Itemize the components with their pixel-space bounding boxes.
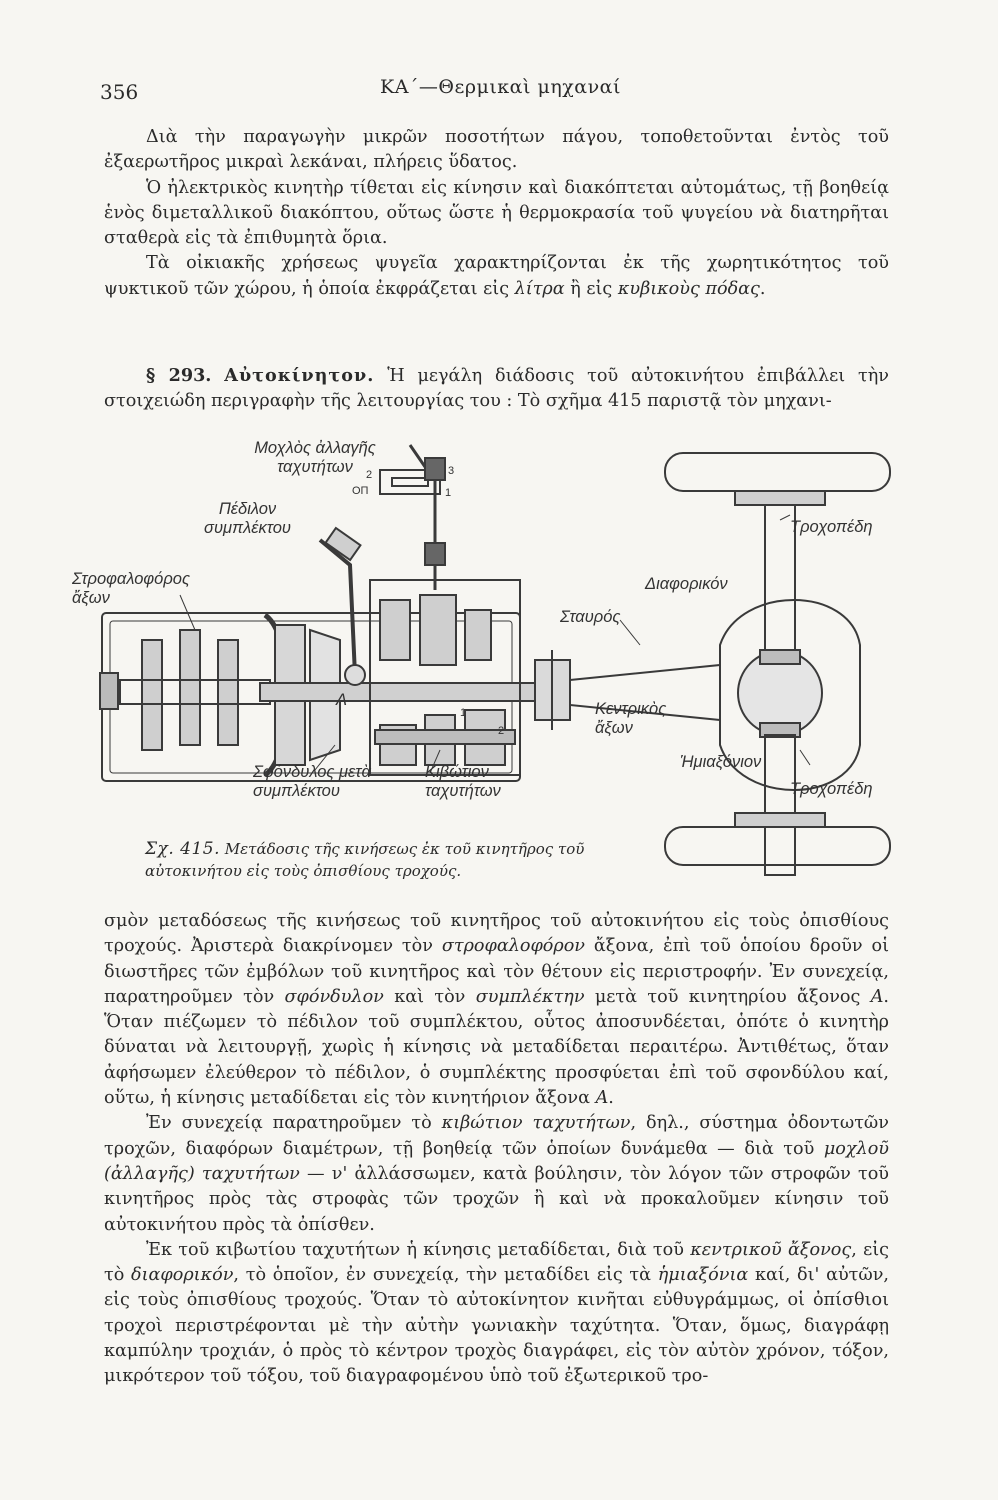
intro-p3-litra: λίτρα xyxy=(514,278,565,299)
caption-text: Μετάδοσις τῆς κινήσεως ἐκ τοῦ κινητῆρος τοῦ αὐτοκινήτου εἰς τοὺς ὀπισθίους τροχούς. xyxy=(145,840,585,880)
body-p1-segment: σφόνδυλον xyxy=(284,986,384,1007)
label-shaft-a: A xyxy=(336,691,348,709)
page-number: 356 xyxy=(100,80,139,104)
body-p1-segment: Α xyxy=(595,1088,609,1109)
body-p1-segment: ἄξονα, ἐπὶ τοῦ ὁποίου δροῦν οἱ διωστῆρες τῶν ἐμβόλων τοῦ κινητῆρος καὶ τὸν θέτουν εἰς περιστροφήν. Ἐν συνεχείᾳ, παρατηροῦμεν τὸν xyxy=(104,936,889,1007)
intro-paragraph-3 xyxy=(104,251,889,302)
intro-paragraph-1: Διὰ τὴν παραγωγὴν μικρῶν ποσοτήτων πάγου, τοποθετοῦνται ἐντὸς τοῦ ἐξαερωτῆρος μικραὶ λεκάναι, πλήρεις ὕδατος. xyxy=(104,127,889,173)
body-paragraph-3 xyxy=(104,1238,889,1390)
body-p3-segment: κεντρικοῦ ἄξονος xyxy=(690,1239,852,1260)
body-p3-segment: Ἐκ τοῦ κιβωτίου ταχυτήτων ἡ κίνησις μεταδίδεται, διὰ τοῦ xyxy=(146,1239,691,1260)
body-p1-segment: . Ὅταν πιέζωμεν τὸ πέδιλον τοῦ συμπλέκτου, οὗτος ἀποσυνδέεται, ὁπότε ὁ κινητὴρ δύναται νὰ λειτουργῇ, χωρὶς ἡ κίνησις νὰ μεταδίδεται περαιτέρω. Ἀντιθέτως, ὅταν ἀφήσωμεν ἐλεύθερον τὸ πέδιλον, ὁ συμπλέκτης προσφύεται ἐπὶ τοῦ σφονδύλου καί, οὕτω, ἡ κίνησις μεταδίδεται εἰς τὸν κινητήριον ἄξονα xyxy=(104,986,889,1109)
body-p3-segment: , εἰς τὸ xyxy=(104,1239,889,1286)
label-half-shaft: Ἡμιαξόνιον xyxy=(680,753,762,771)
body-p1-segment: μετὰ τοῦ κινητηρίου ἄξονος xyxy=(584,986,871,1007)
body-p1-segment: καὶ τὸν xyxy=(383,986,476,1007)
label-crankshaft: Στροφαλοφόρος ἄξων xyxy=(72,570,190,607)
universal-joint xyxy=(535,650,570,730)
label-clutch-pedal: Πέδιλον συμπλέκτου xyxy=(204,500,291,537)
body-p3-segment: , τὸ ὁποῖον, ἐν συνεχείᾳ, τὴν μεταδίδει εἰς τὰ xyxy=(233,1265,658,1286)
half-shaft-bottom xyxy=(765,735,795,875)
body-text xyxy=(104,909,889,1390)
intro-p3-c: . xyxy=(759,278,766,299)
intro-paragraph-2: Ὁ ἠλεκτρικὸς κινητὴρ τίθεται εἰς κίνησιν καὶ διακόπτεται αὐτομάτως, τῇ βοηθείᾳ ἑνὸς διμεταλλικοῦ διακόπτου, οὕτως ὥστε ἡ θερμοκρασία τοῦ ψυγείου νὰ διατηρῆται σταθερὰ εἰς τὰ ἐπιθυμητὰ ὅρια. xyxy=(104,177,889,249)
body-p2-segment: , δηλ., σύστημα ὀδοντωτῶν τροχῶν, διαφόρων διαμέτρων, τῇ βοηθείᾳ τῶν ὁποίων δυνάμεθα — διὰ τοῦ xyxy=(104,1113,889,1159)
label-wheel-top: Τροχοπέδη xyxy=(790,518,873,536)
section-number: § 293. xyxy=(146,365,212,386)
body-p2-segment: κιβώτιον ταχυτήτων xyxy=(441,1113,631,1134)
gear-mark: 1 xyxy=(460,707,467,719)
body-p2-segment: μοχλοῦ (ἀλλαγῆς) ταχυτήτων xyxy=(104,1138,889,1184)
section-intro xyxy=(104,363,889,415)
body-p1-segment: . xyxy=(608,1088,614,1109)
label-differential: Διαφορικόν xyxy=(645,575,728,593)
brake-bottom xyxy=(665,827,890,865)
body-paragraph-2 xyxy=(104,1111,889,1237)
body-p1-segment: συμπλέκτην xyxy=(475,986,585,1007)
label-wheel-bottom: Τροχοπέδη xyxy=(790,780,873,798)
section-title: Αὐτοκίνητον. xyxy=(224,365,375,386)
gear-mark: 3 xyxy=(448,465,455,477)
caption-number: Σχ. 415. xyxy=(145,839,220,859)
label-idle: ΟΠ xyxy=(352,485,369,497)
body-p1-segment: στροφαλοφόρον xyxy=(441,936,586,957)
body-p2-segment: — ν' ἀλλάσσωμεν, κατὰ βούλησιν, τὸν λόγον τῶν στροφῶν τοῦ κινητῆρος πρὸς τὰς στροφὰς τῶν τροχῶν ἢ καὶ νὰ προκαλοῦμεν κίνησιν τοῦ αὐτοκινήτου πρὸς τὰ ὀπίσθεν. xyxy=(104,1163,889,1235)
body-p1-segment: Α xyxy=(870,986,884,1007)
figure-caption xyxy=(145,838,665,882)
gear-lever-drawing xyxy=(380,445,445,590)
gearbox-drawing xyxy=(370,580,520,775)
intro-p3-kyvikous: κυβικοὺς πόδας xyxy=(617,278,760,299)
intro-p3-b: ἢ εἰς xyxy=(564,278,618,299)
section-paragraph xyxy=(104,363,889,415)
body-p3-segment: διαφορικόν xyxy=(131,1265,234,1286)
intro-text xyxy=(104,125,889,302)
gear-mark: 2 xyxy=(366,469,373,481)
label-flywheel: Σφόνδυλος μετὰ συμπλέκτου xyxy=(253,763,371,800)
main-shaft-a xyxy=(260,683,560,701)
label-propeller-shaft: Κεντρικὸς ἄξων xyxy=(595,700,667,737)
body-paragraph-1 xyxy=(104,909,889,1111)
brake-top xyxy=(665,453,890,491)
body-p3-segment: καί, δι' αὐτῶν, εἰς τοὺς ὀπισθίους τροχούς. Ὅταν τὸ αὐτοκίνητον κινῆται εὐθυγράμμως, οἱ ὀπίσθιοι τροχοὶ περιστρέφονται μὲ τὴν αὐτὴν γωνιακὴν ταχύτητα. Ὅταν, ὅμως, διαγράφῃ καμπύλην τροχιάν, ὁ πρὸς τὸ κέντρον τροχὸς διαγράφει, εἰς τὸν αὐτὸν χρόνον, τόξον, μικρότερον τοῦ τόξου, τοῦ διαγραφομένου ὑπὸ τοῦ ἐξωτερικοῦ τρο- xyxy=(104,1265,890,1387)
transmission-drawing xyxy=(80,425,910,895)
body-p1-segment: σμὸν μεταδόσεως τῆς κινήσεως τοῦ κινητῆρος τοῦ αὐτοκινήτου εἰς τοὺς ὀπισθίους τροχούς. Ἀριστερὰ διακρίνομεν τὸν xyxy=(104,911,889,957)
label-gearbox: Κιβώτιον ταχυτήτων xyxy=(425,763,501,800)
gear-mark: 1 xyxy=(445,487,452,499)
running-head: ΚΑ΄—Θερμικαὶ μηχαναί xyxy=(380,76,621,98)
intro-p3-a: Τὰ οἰκιακῆς χρήσεως ψυγεῖα χαρακτηρίζονται ἐκ τῆς χωρητικότητος τοῦ ψυκτικοῦ τῶν χώρου, ἡ ὁποία ἐκφράζεται εἰς xyxy=(104,253,889,299)
transmission-figure xyxy=(72,425,910,895)
body-p3-segment: ἡμιαξόνια xyxy=(657,1265,749,1286)
section-text: Ἡ μεγάλη διάδοσις τοῦ αὐτοκινήτου ἐπιβάλλει τὴν στοιχειώδη περιγραφὴν τῆς λειτουργίας του : Τὸ σχῆμα 415 παριστᾷ τὸν μηχανι- xyxy=(104,366,890,412)
label-gear-lever: Μοχλὸς ἀλλαγῆς ταχυτήτων xyxy=(254,439,376,476)
body-p2-segment: Ἐν συνεχείᾳ παρατηροῦμεν τὸ xyxy=(146,1113,442,1134)
gear-mark: 2 xyxy=(498,725,505,737)
label-cross: Σταυρός xyxy=(560,608,621,626)
crankshaft-drawing xyxy=(100,630,270,750)
